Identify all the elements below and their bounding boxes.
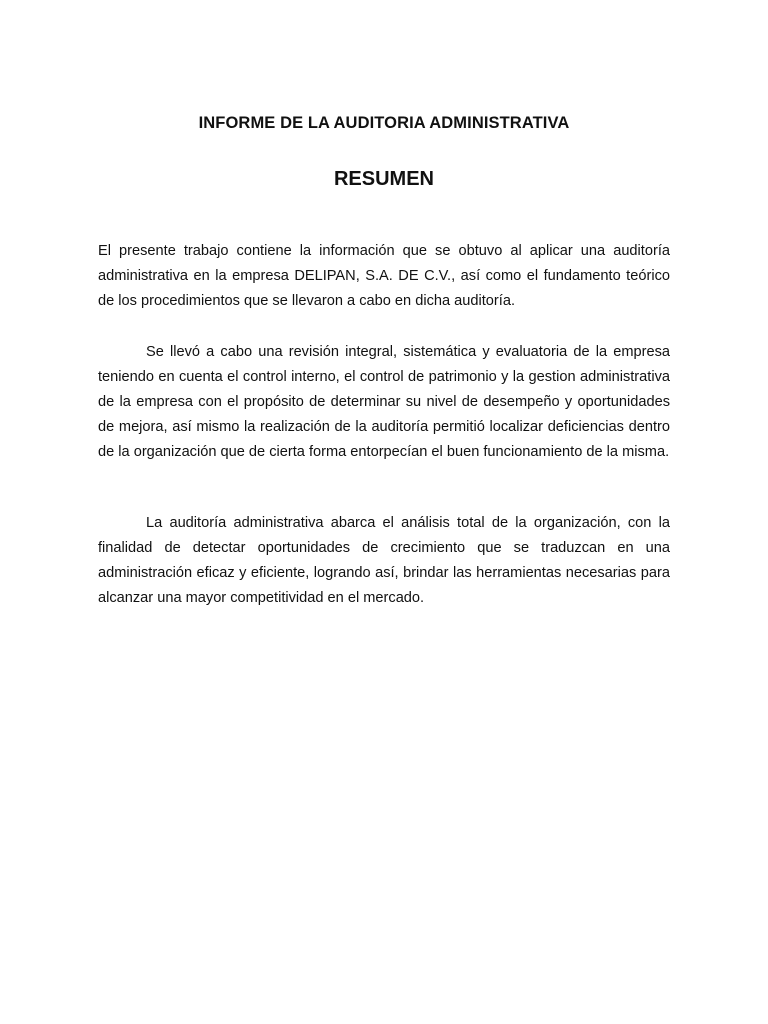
summary-paragraph-3: La auditoría administrativa abarca el análisis total de la organización, con la finalidad de detectar oportunidades de crecimiento que se traduzcan en una administración eficaz y eficiente, logrando así, brindar las herramientas necesarias para alcanzar una mayor competitividad en el mercado. <box>98 515 670 606</box>
document-title: INFORME DE LA AUDITORIA ADMINISTRATIVA <box>198 114 570 132</box>
section-heading-resumen: RESUMEN <box>333 168 434 190</box>
summary-paragraph-2: Se llevó a cabo una revisión integral, sistemática y evaluatoria de la empresa teniendo en cuenta el control interno, el control de patrimonio y la gestion administrativa de la empresa con el propósito de determinar su nivel de desempeño y oportunidades de mejora, así mismo la realización de la auditoría permitió localizar deficiencias dentro de la organización que de cierta forma entorpecían el buen funcionamiento de la misma. <box>98 344 670 460</box>
summary-paragraph-1: El presente trabajo contiene la información que se obtuvo al aplicar una auditoría administrativa en la empresa DELIPAN, S.A. DE C.V., así como el fundamento teórico de los procedimientos que se llevaron a cabo en dicha auditoría. <box>98 243 670 309</box>
